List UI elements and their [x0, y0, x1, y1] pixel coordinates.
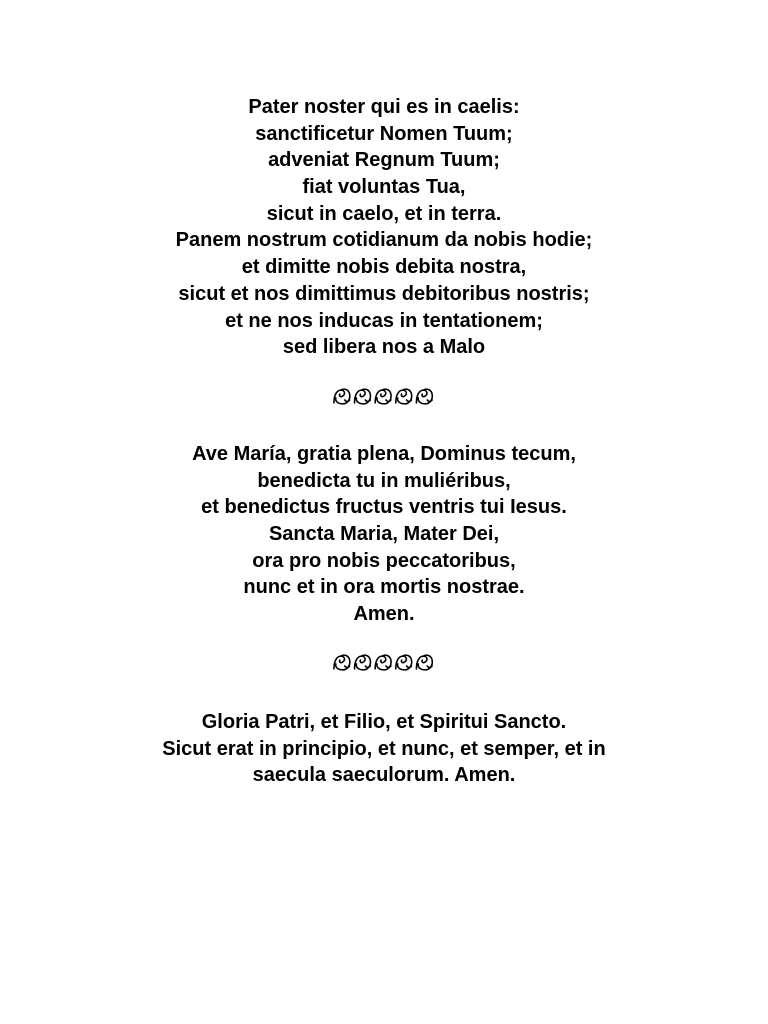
- prayer-line: Pater noster qui es in caelis:: [248, 96, 520, 118]
- ornament-glyph: [334, 389, 350, 404]
- prayer-line: nunc et in ora mortis nostrae.: [243, 576, 525, 599]
- prayer-line: Gloria Patri, et Filio, et Spiritui Sancto.: [201, 711, 567, 733]
- decorative-ornament-icon: [330, 652, 438, 674]
- prayer-line: Sicut erat in principio, et nunc, et semper, et in: [162, 737, 606, 760]
- prayer-line: sicut in caelo, et in terra.: [266, 202, 502, 225]
- ornament-glyph: [355, 655, 371, 670]
- ornament-glyph: [396, 655, 412, 670]
- prayer-line: et ne nos inducas in tentationem;: [225, 309, 543, 332]
- pater-noster-prayer: [0, 94, 768, 361]
- prayer-line: Sancta Maria, Mater Dei,: [268, 523, 500, 546]
- prayer-line: et dimitte nobis debita nostra,: [241, 256, 527, 279]
- ornament-divider: [0, 648, 768, 678]
- ornament-glyph: [334, 655, 350, 670]
- prayer-line: et benedictus fructus ventris tui Iesus.: [201, 496, 567, 519]
- prayer-line: sicut et nos dimittimus debitoribus nostris;: [178, 282, 590, 305]
- ornament-glyph: [375, 655, 391, 670]
- prayer-line: adveniat Regnum Tuum;: [268, 149, 500, 172]
- prayer-line: ora pro nobis peccatoribus,: [252, 549, 516, 572]
- ornament-glyph: [416, 389, 432, 404]
- ornament-glyph: [416, 655, 432, 670]
- prayer-line: fiat voluntas Tua,: [302, 176, 466, 199]
- ornament-glyph: [396, 389, 412, 404]
- ornament-glyph: [355, 389, 371, 404]
- prayer-line: sanctificetur Nomen Tuum;: [255, 122, 513, 145]
- decorative-ornament-icon: [330, 386, 438, 408]
- ornament-divider: [0, 382, 768, 412]
- prayer-line: benedicta tu in muliéribus,: [257, 469, 511, 492]
- prayer-line: saecula saeculorum. Amen.: [252, 764, 516, 787]
- ave-maria-prayer: [0, 441, 768, 628]
- prayer-line: Ave María, gratia plena, Dominus tecum,: [192, 443, 576, 465]
- prayer-line: sed libera nos a Malo: [282, 336, 486, 359]
- ornament-glyph: [375, 389, 391, 404]
- gloria-patri-prayer: [0, 709, 768, 789]
- prayer-line: Panem nostrum cotidianum da nobis hodie;: [175, 229, 593, 252]
- prayer-line: Amen.: [353, 603, 415, 626]
